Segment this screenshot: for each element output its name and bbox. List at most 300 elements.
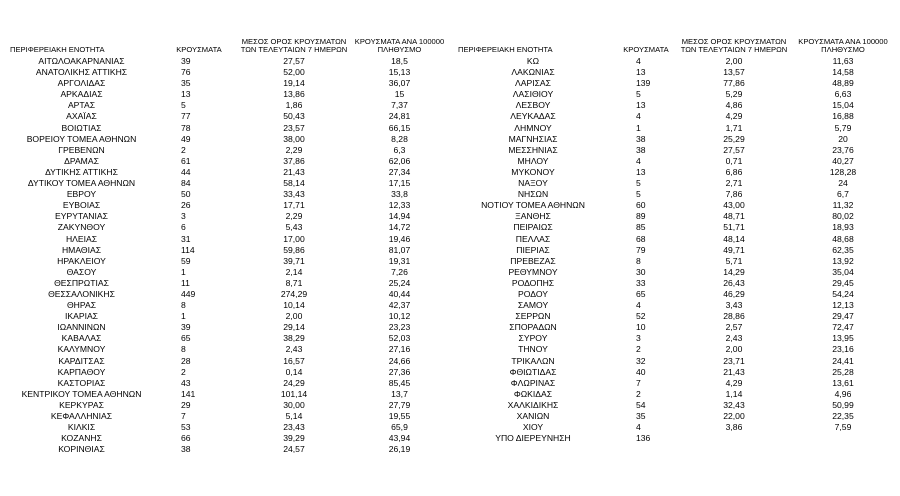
- cases-cell: 3: [181, 211, 186, 222]
- cases-cell: 50: [181, 189, 191, 200]
- per100k-cell: 18,93: [832, 222, 854, 233]
- region-name-cell: ΗΛΕΙΑΣ: [65, 233, 98, 244]
- avg7-cell: 38,00: [283, 133, 305, 144]
- avg7-cell: 5,71: [725, 255, 743, 266]
- avg7-cell: 2,71: [725, 178, 743, 189]
- region-name-cell: ΚΟΖΑΝΗΣ: [61, 433, 102, 444]
- table-row: [452, 400, 896, 411]
- cases-cell: 28: [181, 355, 191, 366]
- avg7-cell: 0,71: [725, 155, 743, 166]
- cases-cell: 7: [636, 377, 641, 388]
- table-row: [452, 145, 896, 156]
- avg7-cell: 13,57: [723, 67, 745, 78]
- table-row: [452, 267, 896, 278]
- region-name-cell: ΜΑΓΝΗΣΙΑΣ: [508, 133, 558, 144]
- cases-cell: 85: [636, 222, 646, 233]
- per100k-cell: 66,15: [388, 122, 411, 133]
- table-row: [4, 100, 450, 111]
- table-row: [452, 422, 896, 433]
- table-row: [4, 367, 450, 378]
- header-7day-average: ΜΕΣΟΣ ΟΡΟΣ ΚΡΟΥΣΜΑΤΩΝ ΤΩΝ ΤΕΛΕΥΤΑΙΩΝ 7 ΗΜΕΡΩΝ: [680, 36, 788, 55]
- avg7-cell: 51,71: [723, 222, 745, 233]
- cases-cell: 78: [181, 122, 191, 133]
- cases-cell: 38: [636, 144, 646, 155]
- cases-cell: 10: [636, 322, 646, 333]
- cases-cell: 61: [181, 155, 191, 166]
- per100k-cell: 14,58: [832, 67, 854, 78]
- per100k-cell: 24: [838, 178, 848, 189]
- table-row: [4, 411, 450, 422]
- region-name-cell: ΡΕΘΥΜΝΟΥ: [508, 266, 558, 277]
- avg7-cell: 16,57: [283, 355, 305, 366]
- avg7-cell: 29,14: [283, 322, 305, 333]
- cases-cell: 60: [636, 200, 646, 211]
- avg7-cell: 13,86: [283, 89, 305, 100]
- avg7-cell: 19,14: [283, 78, 305, 89]
- cases-cell: 114: [181, 244, 195, 255]
- avg7-cell: 37,86: [283, 155, 305, 166]
- cases-cell: 5: [181, 100, 186, 111]
- region-name-cell: ΞΑΝΘΗΣ: [515, 211, 551, 222]
- regions-table-left: [4, 15, 450, 455]
- cases-cell: 40: [636, 366, 646, 377]
- region-name-cell: ΦΘΙΩΤΙΔΑΣ: [509, 366, 557, 377]
- table-row: [452, 300, 896, 311]
- avg7-cell: 5,14: [285, 411, 303, 421]
- per100k-cell: 40,44: [388, 288, 411, 299]
- cases-cell: 30: [636, 266, 646, 277]
- region-name-cell: ΖΑΚΥΝΘΟΥ: [57, 222, 106, 233]
- per100k-cell: 48,68: [832, 233, 854, 244]
- region-name-cell: ΑΙΤΩΛΟΑΚΑΡΝΑΝΙΑΣ: [38, 56, 125, 66]
- table-row: [4, 111, 450, 122]
- avg7-cell: 10,14: [283, 300, 305, 311]
- cases-cell: 8: [181, 344, 186, 355]
- table-body-right: [452, 56, 896, 444]
- cases-cell: 1: [636, 122, 641, 133]
- table-row: [4, 67, 450, 78]
- avg7-cell: 4,29: [725, 111, 743, 122]
- region-name-cell: ΒΟΙΩΤΙΑΣ: [61, 122, 102, 133]
- table-row: [452, 134, 896, 145]
- per100k-cell: 33,8: [391, 189, 408, 200]
- cases-cell: 26: [181, 200, 191, 211]
- cases-cell: 77: [181, 111, 191, 122]
- cases-cell: 2: [181, 366, 186, 377]
- region-name-cell: ΧΑΛΚΙΔΙΚΗΣ: [507, 399, 559, 410]
- table-row: [452, 100, 896, 111]
- per100k-cell: 36,07: [388, 78, 411, 89]
- cases-cell: 7: [181, 411, 186, 421]
- table-row: [452, 378, 896, 389]
- table-row: [452, 222, 896, 233]
- avg7-cell: 5,29: [725, 89, 743, 100]
- per100k-cell: 23,23: [388, 322, 411, 333]
- region-name-cell: ΕΒΡΟΥ: [66, 189, 97, 200]
- avg7-cell: 0,14: [285, 366, 303, 377]
- avg7-cell: 46,29: [723, 288, 745, 299]
- per100k-cell: 128,28: [829, 166, 857, 177]
- per100k-cell: 65,9: [391, 422, 408, 433]
- avg7-cell: 39,29: [283, 433, 305, 444]
- table-row: [452, 256, 896, 267]
- region-name-cell: ΠΡΕΒΕΖΑΣ: [510, 255, 556, 266]
- region-name-cell: ΣΑΜΟΥ: [517, 300, 549, 311]
- table-row: [4, 389, 450, 400]
- cases-cell: 5: [636, 189, 641, 200]
- cases-cell: 4: [636, 155, 641, 166]
- avg7-cell: 25,29: [723, 133, 745, 144]
- per100k-cell: 23,16: [832, 344, 854, 355]
- avg7-cell: 21,43: [723, 366, 745, 377]
- cases-cell: 8: [636, 255, 641, 266]
- region-name-cell: ΕΥΡΥΤΑΝΙΑΣ: [55, 211, 108, 222]
- cases-cell: 4: [636, 300, 641, 311]
- avg7-cell: 30,00: [283, 399, 305, 410]
- per100k-cell: 26,19: [388, 444, 411, 455]
- header-cases: ΚΡΟΥΣΜΑΤΑ: [623, 45, 669, 55]
- avg7-cell: 58,14: [283, 178, 305, 189]
- per100k-cell: 23,76: [832, 144, 854, 155]
- per100k-cell: 6,3: [393, 144, 406, 155]
- avg7-cell: 23,71: [723, 355, 745, 366]
- table-row: [452, 189, 896, 200]
- region-name-cell: ΘΗΡΑΣ: [66, 300, 97, 311]
- table-row: [4, 356, 450, 367]
- per100k-cell: 29,47: [832, 311, 854, 322]
- cases-cell: 39: [181, 56, 191, 66]
- table-row: [4, 200, 450, 211]
- region-name-cell: ΗΜΑΘΙΑΣ: [61, 244, 102, 255]
- table-row: [452, 433, 896, 444]
- region-name-cell: ΚΟΡΙΝΘΙΑΣ: [58, 444, 105, 455]
- per100k-cell: 50,99: [832, 399, 854, 410]
- per100k-cell: 27,34: [388, 166, 411, 177]
- cases-cell: 4: [636, 422, 641, 433]
- per100k-cell: 27,79: [388, 399, 411, 410]
- per100k-cell: 7,59: [834, 422, 852, 433]
- region-name-cell: ΘΕΣΠΡΩΤΙΑΣ: [54, 277, 109, 288]
- table-row: [4, 422, 450, 433]
- per100k-cell: 54,24: [832, 288, 854, 299]
- cases-cell: 8: [181, 300, 186, 311]
- header-region: ΠΕΡΙΦΕΡΕΙΑΚΗ ΕΝΟΤΗΤΑ: [10, 45, 105, 55]
- header-cases-per-100k: ΚΡΟΥΣΜΑΤΑ ΑΝΑ 100000 ΠΛΗΘΥΣΜΟ: [354, 36, 445, 55]
- avg7-cell: 24,57: [283, 444, 305, 455]
- region-name-cell: ΧΑΝΙΩΝ: [516, 411, 550, 421]
- cases-cell: 4: [636, 111, 641, 122]
- avg7-cell: 52,00: [283, 67, 305, 78]
- per100k-cell: 13,92: [832, 255, 854, 266]
- per100k-cell: 85,45: [388, 377, 411, 388]
- cases-cell: 13: [181, 89, 191, 100]
- region-name-cell: ΑΡΓΟΛΙΔΑΣ: [57, 78, 106, 89]
- per100k-cell: [790, 433, 896, 444]
- per100k-cell: 16,88: [832, 111, 854, 122]
- per100k-cell: 15,04: [832, 100, 854, 111]
- per100k-cell: 12,13: [832, 300, 854, 311]
- cases-cell: 49: [181, 133, 191, 144]
- cases-cell: 68: [636, 233, 646, 244]
- per100k-cell: 14,94: [388, 211, 411, 222]
- table-row: [452, 333, 896, 344]
- region-name-cell: ΚΕΦΑΛΛΗΝΙΑΣ: [50, 411, 113, 421]
- cases-cell: 54: [636, 399, 646, 410]
- cases-cell: 449: [181, 288, 196, 299]
- table-body-left: [4, 56, 450, 455]
- region-name-cell: ΜΗΛΟΥ: [517, 155, 549, 166]
- avg7-cell: 2,00: [285, 311, 303, 322]
- per100k-cell: 80,02: [832, 211, 854, 222]
- table-row: [4, 322, 450, 333]
- header-region: ΠΕΡΙΦΕΡΕΙΑΚΗ ΕΝΟΤΗΤΑ: [458, 45, 553, 55]
- avg7-cell: 6,86: [725, 166, 743, 177]
- avg7-cell: 1,86: [285, 100, 303, 111]
- per100k-cell: 62,35: [832, 244, 854, 255]
- region-name-cell: ΙΩΑΝΝΙΝΩΝ: [57, 322, 106, 333]
- table-row: [4, 267, 450, 278]
- region-name-cell: ΝΗΣΩΝ: [517, 189, 549, 200]
- cases-cell: 3: [636, 333, 641, 344]
- cases-cell: 136: [636, 433, 651, 444]
- avg7-cell: 24,29: [283, 377, 305, 388]
- region-name-cell: ΡΟΔΟΠΗΣ: [511, 277, 555, 288]
- table-row: [4, 433, 450, 444]
- avg7-cell: 23,43: [283, 422, 305, 433]
- table-row: [452, 67, 896, 78]
- cases-cell: 84: [181, 178, 191, 189]
- cases-cell: 33: [636, 277, 646, 288]
- cases-cell: 1: [181, 266, 186, 277]
- cases-cell: 35: [181, 78, 191, 89]
- table-row: [4, 444, 450, 455]
- region-name-cell: ΘΑΣΟΥ: [66, 266, 97, 277]
- avg7-cell: 17,00: [283, 233, 305, 244]
- region-name-cell: ΚΕΡΚΥΡΑΣ: [59, 399, 104, 410]
- cases-cell: 139: [636, 78, 651, 89]
- region-name-cell: ΓΡΕΒΕΝΩΝ: [58, 144, 105, 155]
- avg7-cell: 48,14: [723, 233, 745, 244]
- avg7-cell: 28,86: [723, 311, 745, 322]
- table-row: [4, 156, 450, 167]
- region-name-cell: ΚΑΡΔΙΤΣΑΣ: [58, 355, 105, 366]
- cases-cell: 13: [636, 67, 646, 78]
- avg7-cell: 7,86: [725, 189, 743, 200]
- cases-cell: 1: [181, 311, 186, 322]
- region-name-cell: ΤΡΙΚΑΛΩΝ: [511, 355, 555, 366]
- region-name-cell: ΒΟΡΕΙΟΥ ΤΟΜΕΑ ΑΘΗΝΩΝ: [26, 133, 137, 144]
- table-row: [4, 222, 450, 233]
- cases-cell: 4: [636, 56, 641, 66]
- avg7-cell: 2,57: [725, 322, 743, 333]
- region-name-cell: ΔΥΤΙΚΗΣ ΑΤΤΙΚΗΣ: [45, 166, 118, 177]
- avg7-cell: 32,43: [723, 399, 745, 410]
- cases-cell: 65: [181, 333, 191, 344]
- table-row: [4, 278, 450, 289]
- per100k-cell: 11,32: [832, 200, 854, 211]
- region-name-cell: ΛΗΜΝΟΥ: [514, 122, 552, 133]
- table-row: [452, 411, 896, 422]
- table-row: [4, 344, 450, 355]
- per100k-cell: 22,35: [832, 411, 854, 421]
- table-row: [452, 167, 896, 178]
- regions-table-right: [452, 15, 896, 444]
- region-name-cell: ΚΙΛΚΙΣ: [67, 422, 96, 433]
- table-row: [452, 56, 896, 67]
- per100k-cell: 13,7: [391, 388, 408, 399]
- region-name-cell: ΦΩΚΙΔΑΣ: [513, 388, 553, 399]
- table-row: [452, 367, 896, 378]
- region-name-cell: ΔΥΤΙΚΟΥ ΤΟΜΕΑ ΑΘΗΝΩΝ: [27, 178, 136, 189]
- avg7-cell: 5,43: [285, 222, 303, 233]
- cases-cell: 29: [181, 399, 191, 410]
- table-row: [452, 389, 896, 400]
- per100k-cell: 15: [394, 89, 405, 100]
- table-row: [4, 289, 450, 300]
- avg7-cell: 14,29: [723, 266, 745, 277]
- table-row: [4, 56, 450, 67]
- per100k-cell: 29,45: [832, 277, 854, 288]
- avg7-cell: 4,29: [725, 377, 743, 388]
- per100k-cell: 27,16: [388, 344, 411, 355]
- avg7-cell: 2,00: [725, 344, 743, 355]
- cases-cell: 13: [636, 100, 646, 111]
- avg7-cell: 8,71: [285, 277, 303, 288]
- cases-cell: 52: [636, 311, 646, 322]
- region-name-cell: ΝΑΞΟΥ: [518, 178, 548, 189]
- table-row: [452, 278, 896, 289]
- cases-cell: 2: [181, 144, 186, 155]
- cases-cell: 2: [636, 344, 641, 355]
- region-name-cell: ΚΑΣΤΟΡΙΑΣ: [57, 377, 106, 388]
- avg7-cell: 2,00: [725, 56, 743, 66]
- region-name-cell: ΚΑΛΥΜΝΟΥ: [57, 344, 106, 355]
- table-row: [4, 145, 450, 156]
- region-name-cell: ΗΡΑΚΛΕΙΟΥ: [57, 255, 106, 266]
- per100k-cell: 25,28: [832, 366, 854, 377]
- region-name-cell: ΛΑΚΩΝΙΑΣ: [511, 67, 555, 78]
- table-row: [4, 123, 450, 134]
- region-name-cell: ΧΙΟΥ: [522, 422, 544, 433]
- avg7-cell: 101,14: [280, 388, 308, 399]
- table-row: [4, 78, 450, 89]
- per100k-cell: 25,24: [388, 277, 411, 288]
- table-row: [452, 211, 896, 222]
- avg7-cell: 48,71: [723, 211, 745, 222]
- table-row: [4, 400, 450, 411]
- cases-cell: 31: [181, 233, 191, 244]
- table-row: [4, 234, 450, 245]
- avg7-cell: 38,29: [283, 333, 305, 344]
- avg7-cell: 22,00: [723, 411, 745, 421]
- cases-cell: 32: [636, 355, 646, 366]
- avg7-cell: 1,14: [725, 388, 743, 399]
- per100k-cell: 19,55: [388, 411, 411, 421]
- avg7-cell: 27,57: [283, 56, 305, 66]
- cases-cell: 141: [181, 388, 196, 399]
- per100k-cell: 42,37: [388, 300, 411, 311]
- table-row: [4, 211, 450, 222]
- avg7-cell: 1,71: [725, 122, 743, 133]
- cases-cell: 65: [636, 288, 646, 299]
- avg7-cell: 49,71: [723, 244, 745, 255]
- region-name-cell: ΑΝΑΤΟΛΙΚΗΣ ΑΤΤΙΚΗΣ: [35, 67, 128, 78]
- header-cases: ΚΡΟΥΣΜΑΤΑ: [176, 45, 222, 55]
- table-row: [452, 89, 896, 100]
- table-row: [4, 300, 450, 311]
- region-name-cell: ΡΟΔΟΥ: [518, 288, 548, 299]
- per100k-cell: 14,72: [388, 222, 411, 233]
- region-name-cell: ΕΥΒΟΙΑΣ: [62, 200, 101, 211]
- header-7day-average: ΜΕΣΟΣ ΟΡΟΣ ΚΡΟΥΣΜΑΤΩΝ ΤΩΝ ΤΕΛΕΥΤΑΙΩΝ 7 ΗΜΕΡΩΝ: [240, 36, 348, 55]
- region-name-cell: ΝΟΤΙΟΥ ΤΟΜΕΑ ΑΘΗΝΩΝ: [481, 200, 585, 211]
- avg7-cell: [678, 433, 790, 444]
- table-row: [452, 234, 896, 245]
- per100k-cell: 13,61: [832, 377, 854, 388]
- region-name-cell: ΠΕΛΛΑΣ: [515, 233, 551, 244]
- avg7-cell: 23,57: [283, 122, 305, 133]
- per100k-cell: 19,31: [388, 255, 411, 266]
- avg7-cell: 274,29: [280, 288, 308, 299]
- table-row: [452, 344, 896, 355]
- avg7-cell: 2,29: [285, 211, 303, 222]
- cases-cell: 53: [181, 422, 191, 433]
- region-name-cell: ΥΠΟ ΔΙΕΡΕΥΝΗΣΗ: [495, 433, 571, 444]
- region-name-cell: ΣΕΡΡΩΝ: [515, 311, 551, 322]
- table-row: [452, 200, 896, 211]
- cases-cell: 13: [636, 166, 646, 177]
- per100k-cell: 52,03: [388, 333, 411, 344]
- per100k-cell: 7,26: [391, 266, 408, 277]
- per100k-cell: 24,41: [832, 355, 854, 366]
- avg7-cell: 2,14: [285, 266, 303, 277]
- table-row: [452, 289, 896, 300]
- avg7-cell: 39,71: [283, 255, 305, 266]
- table-row: [452, 156, 896, 167]
- avg7-cell: 77,86: [723, 78, 745, 89]
- table-row: [452, 311, 896, 322]
- per100k-cell: 13,95: [832, 333, 854, 344]
- table-header-row: [452, 15, 896, 56]
- avg7-cell: 26,43: [723, 277, 745, 288]
- per100k-cell: 15,13: [388, 67, 411, 78]
- per100k-cell: 20: [838, 133, 848, 144]
- cases-cell: 44: [181, 166, 191, 177]
- per100k-cell: 40,27: [832, 155, 854, 166]
- region-name-cell: ΘΕΣΣΑΛΟΝΙΚΗΣ: [48, 288, 115, 299]
- region-name-cell: ΛΕΣΒΟΥ: [515, 100, 551, 111]
- table-row: [4, 189, 450, 200]
- region-name-cell: ΚΩ: [526, 56, 540, 66]
- per100k-cell: 6,7: [837, 189, 849, 200]
- per100k-cell: 12,33: [388, 200, 411, 211]
- table-row: [452, 111, 896, 122]
- region-name-cell: ΑΧΑΪΑΣ: [66, 111, 97, 122]
- table-row: [4, 333, 450, 344]
- region-name-cell: ΛΕΥΚΑΔΑΣ: [510, 111, 556, 122]
- cases-cell: 43: [181, 377, 191, 388]
- table-row: [4, 167, 450, 178]
- per100k-cell: 18,5: [391, 56, 408, 66]
- per100k-cell: 62,06: [388, 155, 411, 166]
- avg7-cell: 2,43: [285, 344, 303, 355]
- region-name-cell: ΛΑΡΙΣΑΣ: [515, 78, 551, 89]
- region-name-cell: ΙΚΑΡΙΑΣ: [64, 311, 98, 322]
- region-name-cell: ΑΡΤΑΣ: [67, 100, 96, 111]
- table-row: [452, 178, 896, 189]
- region-name-cell: ΣΥΡΟΥ: [518, 333, 548, 344]
- region-name-cell: ΦΛΩΡΙΝΑΣ: [510, 377, 556, 388]
